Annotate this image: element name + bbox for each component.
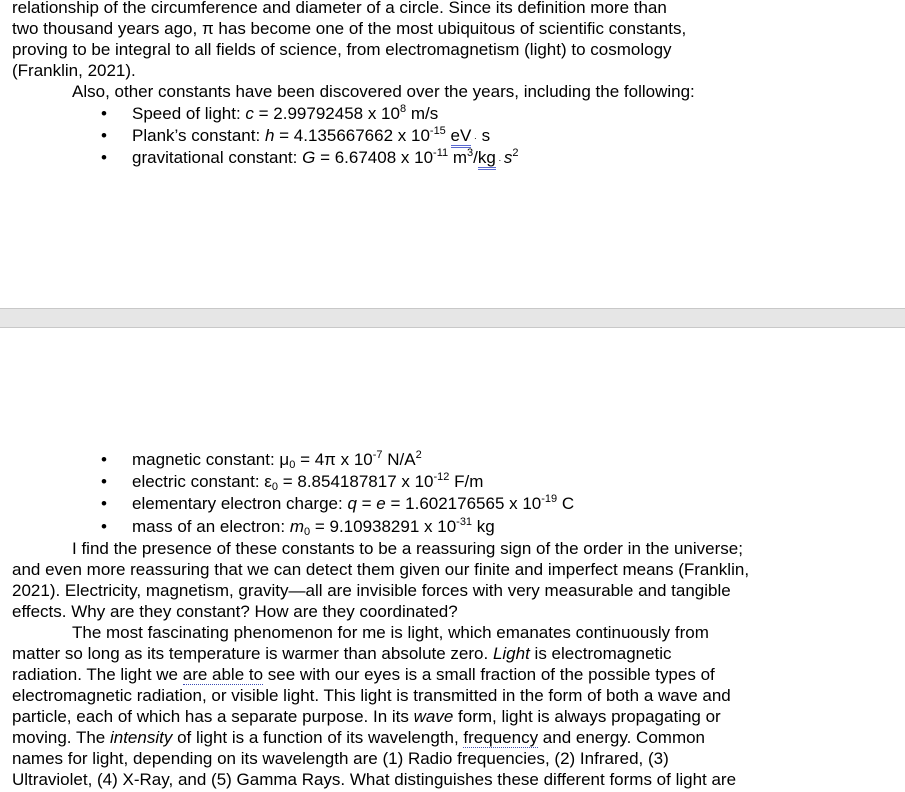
paragraph-line: Ultraviolet, (4) X-Ray, and (5) Gamma Rays. What distinguishes these different forms of light are xyxy=(12,770,737,789)
paragraph-line: radiation. The light we are able to see with our eyes is a small fraction of the possible types of xyxy=(12,665,715,684)
document-page-1: relationship of the circumference and diameter of a circle. Since its definition more than two thousand years ago, π has become one of the most ubiquitous of scientific constants, proving to be integral to all fields of science, from electromagnetism (light) to cosmology (Franklin, 2021). Also, other constants have been discovered over the years, including the following: • Speed of light: c = 2.99792458 x $10^8$ m/s • Plank’s constant: h = 4.135667662 x $10^{-15}$ eV · s • gravitational constant: G = 6.67408 x $10^{-11}$ $m^3/kg \cdot s^2$ xyxy=(0,0,905,308)
paragraph-line: effects. Why are they constant? How are they coordinated? xyxy=(12,602,458,621)
bullet-icon: • xyxy=(101,472,107,491)
paragraph-line: names for light, depending on its wavelength are (1) Radio frequencies, (2) Infrared, (3) xyxy=(12,749,669,768)
bullet-icon: • xyxy=(101,104,107,123)
paragraph-line: two thousand years ago, π has become one of the most ubiquitous of scientific constants, xyxy=(12,19,687,38)
paragraph-line: particle, each of which has a separate purpose. In its wave form, light is always propagating or xyxy=(12,707,721,726)
paragraph-line: electromagnetic radiation, or visible light. This light is transmitted in the form of both a wave and xyxy=(12,686,731,705)
grammar-underline[interactable]: frequency xyxy=(463,728,539,747)
paragraph-line: and even more reassuring that we can detect them given our finite and imperfect means (Franklin, xyxy=(12,560,750,579)
page-break-gap xyxy=(0,308,905,328)
paragraph-line: 2021). Electricity, magnetism, gravity—all are invisible forces with very measurable and tangible xyxy=(12,581,731,600)
grammar-underline[interactable]: eV xyxy=(451,126,472,148)
paragraph-line: moving. The intensity of light is a function of its wavelength, frequency and energy. Common xyxy=(12,728,706,747)
bullet-icon: • xyxy=(101,517,107,536)
bullet-icon: • xyxy=(101,450,107,469)
bullet-icon: • xyxy=(101,148,107,167)
bullet-icon: • xyxy=(101,126,107,145)
paragraph-line: matter so long as its temperature is warmer than absolute zero. Light is electromagnetic xyxy=(12,644,672,663)
bullet-icon: • xyxy=(101,494,107,513)
grammar-underline[interactable]: are able to xyxy=(182,665,264,684)
paragraph-line: proving to be integral to all fields of science, from electromagnetism (light) to cosmology xyxy=(12,40,672,59)
paragraph-line: The most fascinating phenomenon for me is light, which emanates continuously from xyxy=(72,623,709,642)
paragraph-line: Also, other constants have been discovered over the years, including the following: xyxy=(72,82,695,101)
paragraph-line: (Franklin, 2021). xyxy=(12,61,136,80)
document-page-2: • magnetic constant: $\mu_0 = 4\pi$ x $10^{-7}$ $N/A^2$ • electric constant: $\varepsilon_0 = 8.854187817$ x $10^{-12}$ F/m • elementary electron charge: q = e = 1.602176565 x $10^{-19}$ C • mass of an electron: $m_0 = 9.10938291$ x $10^{-31}$ kg I find the presence of these constants to be a reassuring sign of the order in the universe; and even more reassuring that we can detect them given our finite and imperfect means (Franklin, 2021). Electricity, magnetism, gravity—all are invisible forces with very measurable and tangible effects. Why are they constant? How are they coordinated? The most fascinating phenomenon for me is light, which emanates continuously from matter so long as its temperature is warmer than absolute zero. Light is electromagnetic radiation. The light we are able to see with our eyes is a small fraction of the possible types of electromagnetic radiation, or visible light. This light is transmitted in the form of both a wave and particle, each of which has a separate purpose. In its wave form, light is always propagating or moving. The intensity of light is a function of its wavelength, frequency and energy. Common names for light, depending on its wavelength are (1) Radio frequencies, (2) Infrared, (3) Ultraviolet, (4) X-Ray, and (5) Gamma Rays. What distinguishes these different forms of light are xyxy=(0,328,905,792)
paragraph-line: I find the presence of these constants to be a reassuring sign of the order in the universe; xyxy=(72,539,743,558)
paragraph-line: relationship of the circumference and diameter of a circle. Since its definition more than xyxy=(12,0,667,17)
grammar-underline[interactable]: kg xyxy=(478,148,496,170)
